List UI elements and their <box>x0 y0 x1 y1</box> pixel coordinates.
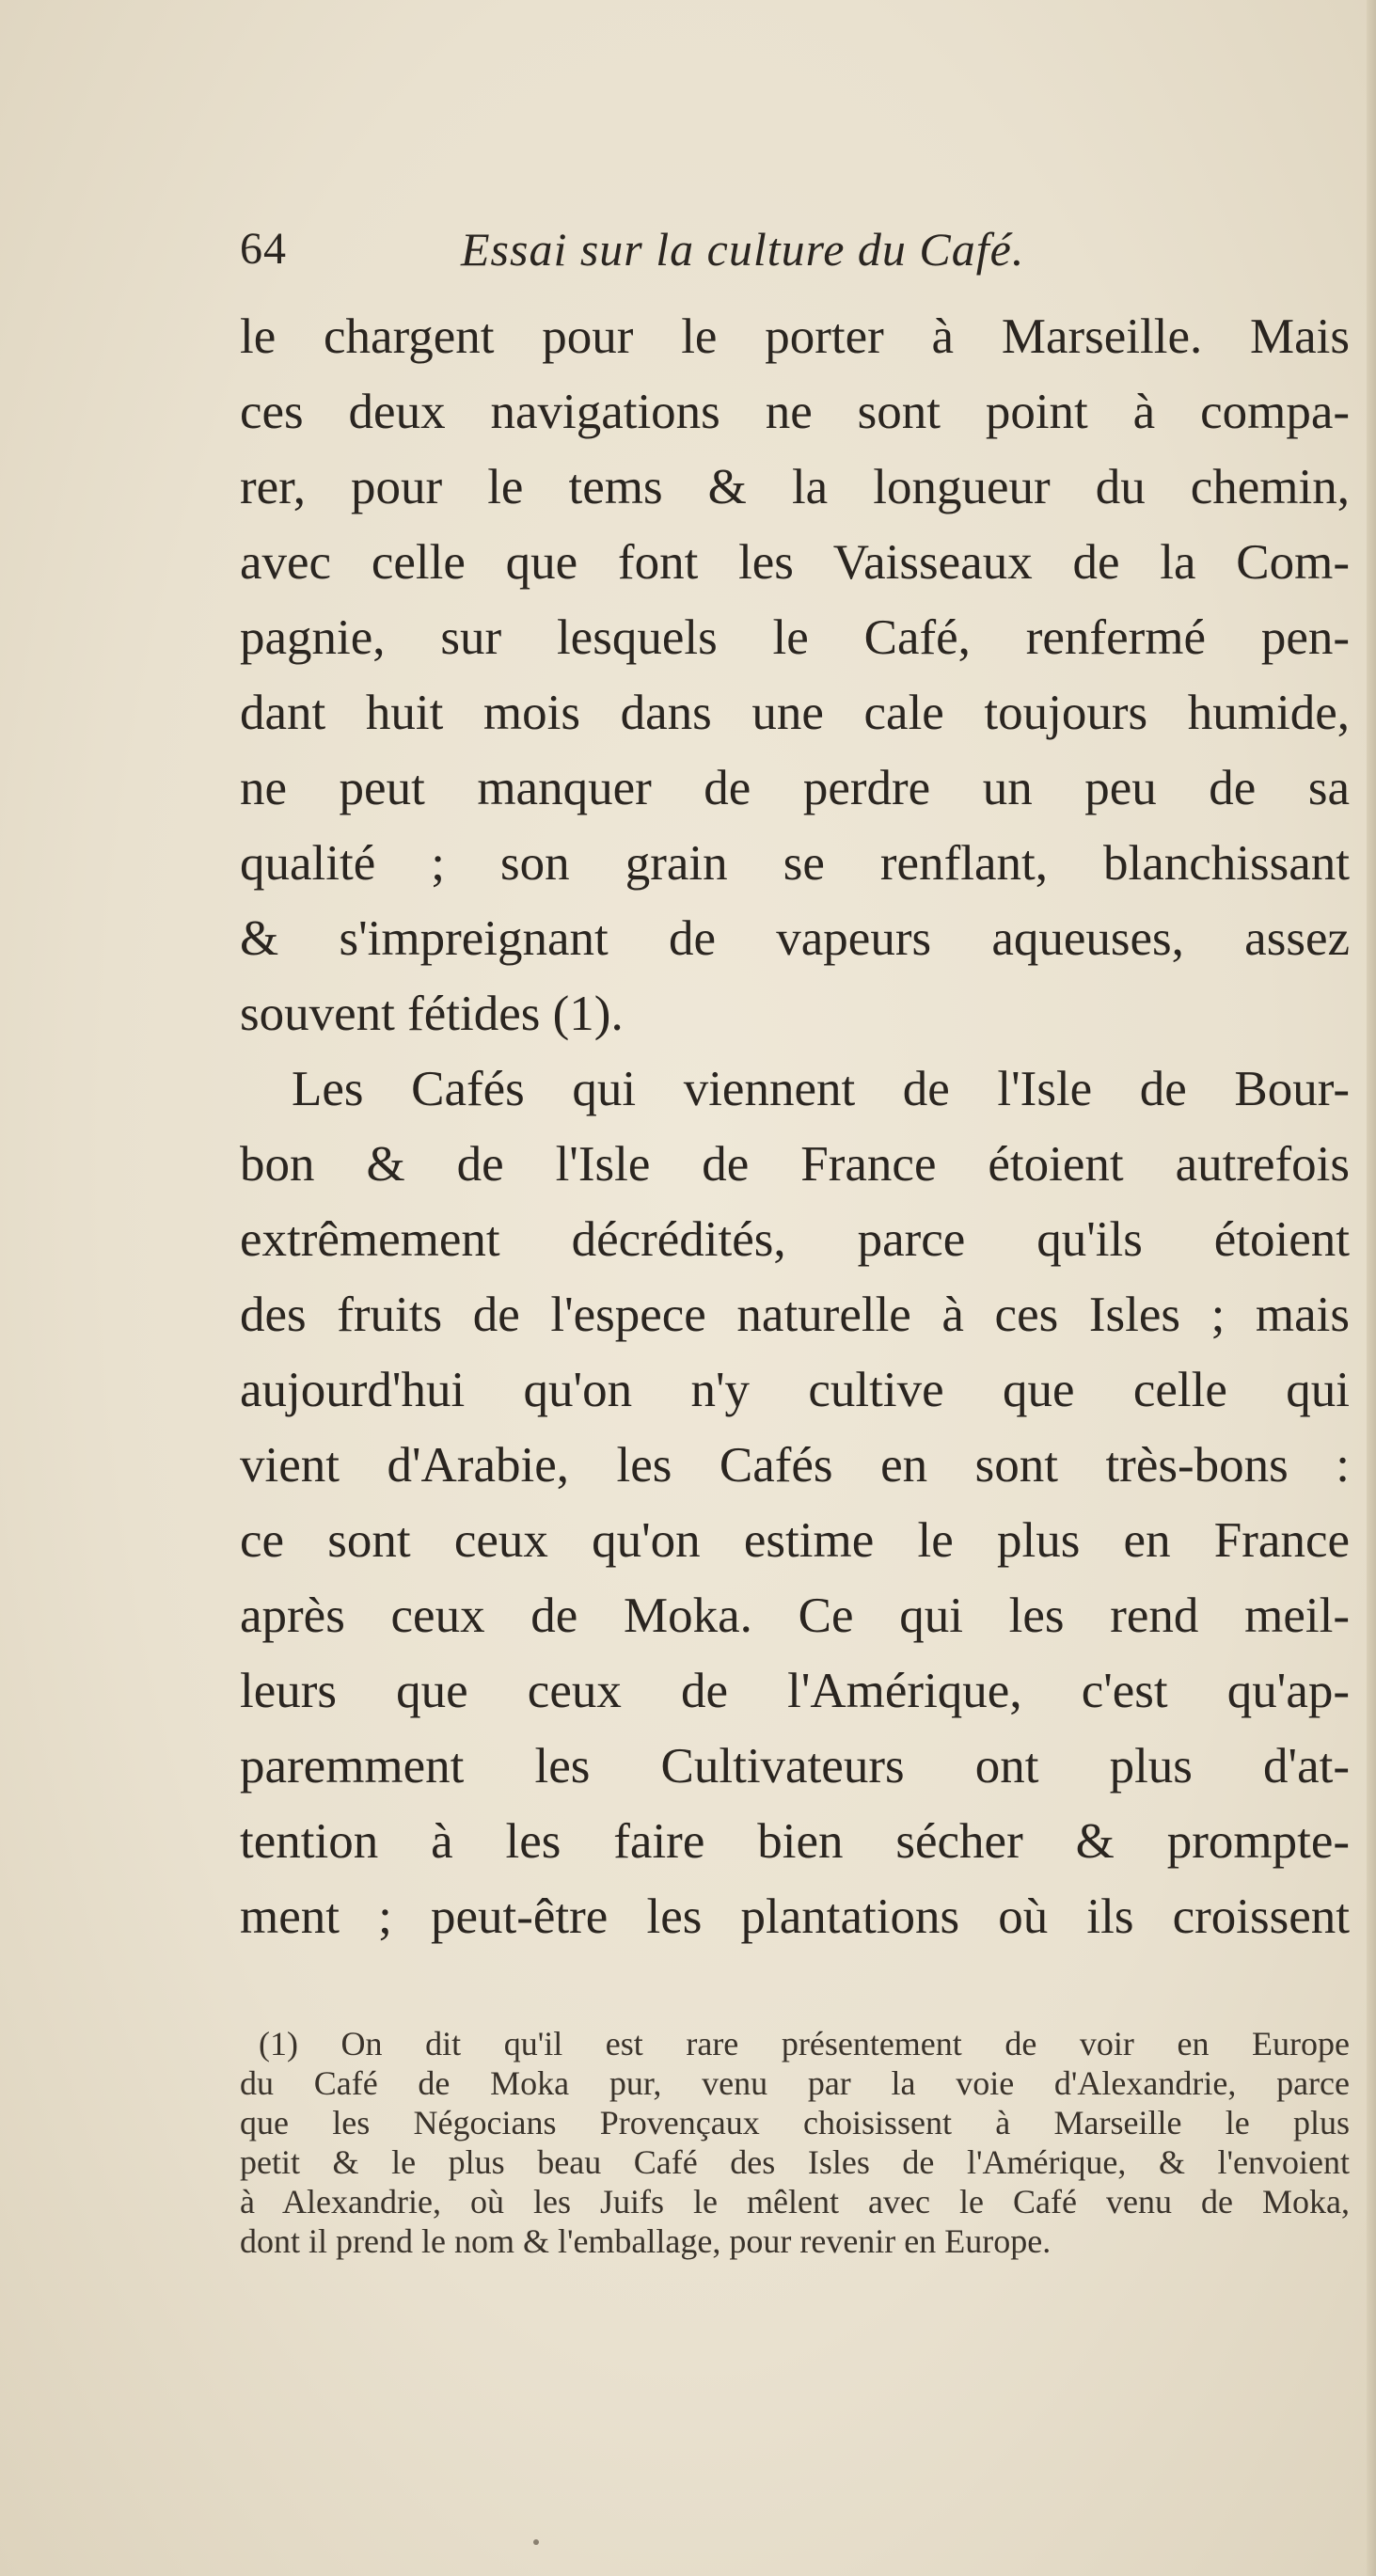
footnote-line: à Alexandrie, où les Juifs le mêlent avec le Café venu de Moka, <box>240 2183 1350 2220</box>
page-number: 64 <box>240 224 287 274</box>
footnote-line: dont il prend le nom & l'emballage, pour revenir en Europe. <box>240 2222 1052 2260</box>
footnote-line: du Café de Moka pur, venu par la voie d'Alexandrie, parce <box>240 2064 1350 2102</box>
text-line: extrêmement décrédités, parce qu'ils étoient <box>240 1212 1350 1267</box>
text-line: tention à les faire bien sécher & prompte- <box>240 1814 1350 1869</box>
text-line: paremment les Cultivateurs ont plus d'at- <box>240 1739 1350 1794</box>
text-line: le chargent pour le porter à Marseille. Mais <box>240 309 1350 364</box>
page-header <box>240 216 1162 282</box>
text-line: après ceux de Moka. Ce qui les rend meil- <box>240 1588 1350 1643</box>
footnote-line: que les Négocians Provençaux choisissent à Marseille le plus <box>240 2104 1350 2141</box>
body-text <box>240 299 1350 1954</box>
text-line: vient d'Arabie, les Cafés en sont très-bons : <box>240 1438 1350 1493</box>
text-line: rer, pour le tems & la longueur du chemin, <box>240 460 1350 514</box>
footnote-line: (1) On dit qu'il est rare présentement de voir en Europe <box>259 2025 1350 2062</box>
text-line: qualité ; son grain se renflant, blanchissant <box>240 836 1350 891</box>
footnote <box>240 2024 1350 2261</box>
text-line: souvent fétides (1). <box>240 987 624 1041</box>
paper-speck <box>533 2539 539 2545</box>
text-line: aujourd'hui qu'on n'y cultive que celle qui <box>240 1363 1350 1417</box>
text-line: & s'impreignant de vapeurs aqueuses, assez <box>240 911 1350 966</box>
text-line: Les Cafés qui viennent de l'Isle de Bour- <box>292 1062 1350 1116</box>
text-line: bon & de l'Isle de France étoient autrefois <box>240 1137 1350 1192</box>
text-line: pagnie, sur lesquels le Café, renfermé pen- <box>240 610 1350 665</box>
text-line: ces deux navigations ne sont point à compa- <box>240 385 1350 439</box>
text-line: dant huit mois dans une cale toujours humide, <box>240 686 1350 740</box>
text-line: des fruits de l'espece naturelle à ces Isles ; mais <box>240 1288 1350 1342</box>
text-line: ment ; peut-être les plantations où ils croissent <box>240 1889 1350 1944</box>
footnote-line: petit & le plus beau Café des Isles de l'Amérique, & l'envoient <box>240 2143 1350 2181</box>
page-edge <box>1367 0 1376 2576</box>
text-line: ne peut manquer de perdre un peu de sa <box>240 761 1350 815</box>
running-title: Essai sur la culture du Café. <box>461 223 1025 276</box>
text-line: leurs que ceux de l'Amérique, c'est qu'ap- <box>240 1664 1350 1718</box>
text-line: avec celle que font les Vaisseaux de la Com- <box>240 535 1350 590</box>
text-line: ce sont ceux qu'on estime le plus en France <box>240 1513 1350 1568</box>
